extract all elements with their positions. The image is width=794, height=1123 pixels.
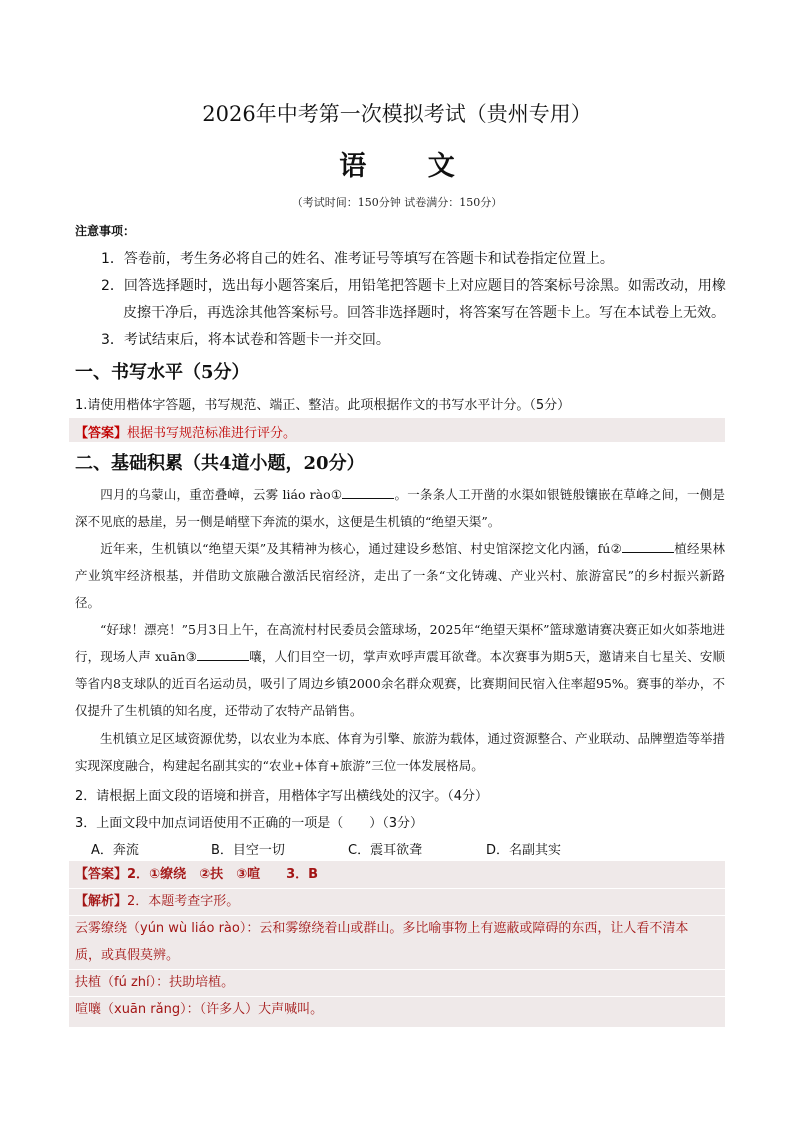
blank-3 <box>197 648 249 661</box>
option-b: B．目空一切 <box>211 843 285 858</box>
question-1: 1.请使用楷体字答题，书写规范、端正、整洁。此项根据作文的书写水平计分。（5分） <box>75 398 571 413</box>
note-3: 喧嚷（xuān rǎng）：（许多人）大声喊叫。 <box>75 1002 324 1017</box>
option-a: A．奔流 <box>91 843 139 858</box>
answer-1-text: 根据书写规范标准进行评分。 <box>127 426 297 441</box>
passage-paragraph-3: “好球！漂亮！”5月3日上午，在高流村村民委员会篮球场，2025年“绝望天渠杯”篮球邀请赛决赛正如火如荼地进行，现场人声 xuān③ 嚷，人们目空一切，掌声欢呼声震耳欲聋。本次赛事为期5天，邀请来自七星关、安顺等省内8支球队的近百名运动员，吸引了周边乡镇2000余名群众观赛，比赛期间民宿入住率超95%。赛事的举办，不仅提升了生机镇的知名度，还带动了农特产品销售。 <box>75 622 725 718</box>
passage-paragraph-2: 近年来，生机镇以“绝望天渠”及其精神为核心，通过建设乡愁馆、村史馆深挖文化内涵，fú② 植经果林产业筑牢经济根基，并借助文旅融合激活民宿经济，走出了一条“文化铸魂、产业兴村、旅游富民”的乡村振兴新路径。 <box>75 541 725 610</box>
blank-1 <box>342 486 394 499</box>
notice-item-2: 2．回答选择题时，选出每小题答案后，用铅笔把答题卡上对应题目的答案标号涂黑。如需改动，用橡 <box>101 278 726 294</box>
blank-2 <box>622 540 674 553</box>
note-2: 扶植（fú zhí）：扶助培植。 <box>75 975 235 990</box>
section1-heading: 一、书写水平（5分） <box>75 362 250 383</box>
note-1: 云雾缭绕（yún wù liáo rào）：云和雾缭绕着山或群山。多比喻事物上有遮蔽或障碍的东西，让人看不清本 <box>75 921 689 936</box>
option-c: C．震耳欲聋 <box>348 843 423 858</box>
notice-item-3: 3．考试结束后，将本试卷和答题卡一并交回。 <box>101 332 390 348</box>
notice-heading: 注意事项： <box>75 224 136 238</box>
notice-item-1: 1．答卷前，考生务必将自己的姓名、准考证号等填写在答题卡和试卷指定位置上。 <box>101 251 614 267</box>
subject-title: 语 文 <box>339 151 481 182</box>
answer-1-tag: 【答案】 <box>75 426 128 441</box>
notice-item-2-cont: 皮擦干净后，再选涂其他答案标号。回答非选择题时，将答案写在答题卡上。写在本试卷上无效。 <box>123 305 725 321</box>
note-1-cont: 质，或真假莫辨。 <box>75 948 180 963</box>
passage-paragraph-1: 四月的乌蒙山，重峦叠嶂，云雾 liáo rào① 。一条条人工开凿的水渠如银链般镶嵌在草峰之间，一侧是深不见底的悬崖，另一侧是峭壁下奔流的渠水，这便是生机镇的“绝望天渠”。 <box>75 487 725 529</box>
question-3: 3．上面文段中加点词语使用不正确的一项是（ ）（3分） <box>75 816 424 831</box>
exam-title: 2026年中考第一次模拟考试（贵州专用） <box>202 102 592 126</box>
question-2: 2．请根据上面文段的语境和拼音，用楷体字写出横线处的汉字。（4分） <box>75 789 489 804</box>
answer-1 <box>75 422 296 441</box>
analysis-heading: 【解析】2．本题考查字形。 <box>75 894 240 909</box>
answer-2-3: 【答案】2．①缭绕 ②扶 ③喧 3．B <box>75 867 319 882</box>
exam-meta: （考试时间：150分钟 试卷满分：150分） <box>291 196 503 209</box>
section2-heading: 二、基础积累（共4道小题，20分） <box>75 453 365 474</box>
passage-paragraph-4: 生机镇立足区域资源优势，以农业为本底、体育为引擎、旅游为载体，通过资源整合、产业联动、品牌塑造等举措实现深度融合，构建起名副其实的“农业+体育+旅游”三位一体发展格局。 <box>75 731 726 773</box>
option-d: D．名副其实 <box>486 843 562 858</box>
